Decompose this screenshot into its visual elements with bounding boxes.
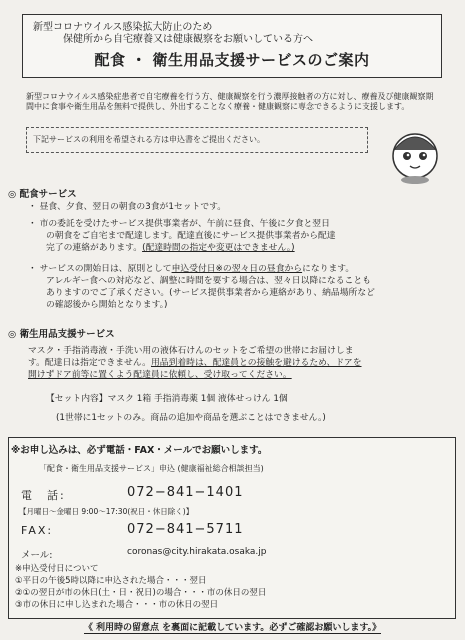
tel-number[interactable]: 072−841−1401	[127, 485, 244, 500]
hygiene-para-line-3: 開けずドア前等に置くよう配達員に依頼し、受け取ってください。	[28, 370, 292, 380]
hygiene-delivery-date: す。配達日は指定できません。	[28, 358, 151, 368]
office-hours: 【月曜日〜金曜日 9:00〜17:30(祝日・休日除く)】	[19, 507, 194, 516]
hygiene-para-line-2	[28, 357, 362, 369]
receipt-note-2: ②①の翌日が市の休日(土・日・祝日)の場合・・・市の休日の翌日	[15, 588, 267, 598]
mail-address[interactable]: coronas@city.hirakata.osaka.jp	[127, 547, 267, 557]
hygiene-set-note: (1世帯に1セットのみ。商品の追加や商品を選ぶことはできません。)	[56, 413, 326, 423]
notice-box	[26, 127, 368, 153]
meal-bullet-3-line-1	[28, 263, 354, 275]
meal-bullet-2-line-3	[46, 242, 295, 254]
receipt-note-heading: ※申込受付日について	[15, 564, 99, 574]
meal-start-underlined: 申込受付日※の翌々日の昼食から	[171, 264, 303, 274]
meal-bullet-2-line-2: の朝食をご自宅まで配達します。配達直後にサービス提供事業者から配達	[46, 231, 336, 241]
contact-office: 「配食・衛生用品支援サービス」申込 (健康福祉総合相談担当)	[39, 464, 264, 473]
contact-lead: ※お申し込みは、必ず電話・FAX・メールでお願いします。	[11, 445, 268, 456]
meal-bullet-2-text: 完了の連絡があります。	[46, 243, 143, 253]
mascot-illustration	[386, 122, 444, 184]
fax-label: FAX:	[21, 524, 54, 537]
fax-number[interactable]: 072−841−5711	[127, 522, 244, 537]
intro-text: 新型コロナウイルス感染症患者で自宅療養を行う方、健康観察を行う濃厚接触者の方に対し、療養及び健康観察期間中に食事や衛生用品を無料で提供し、外出することなく療養・健康観察に専念できるように支援します。	[26, 92, 434, 111]
meal-bullet-3-line-4: の確認後から開始となります。)	[46, 300, 168, 310]
contact-box	[8, 437, 456, 619]
meal-bullet-1: ・ 昼食、夕食、翌日の朝食の3食が1セットです。	[28, 202, 227, 212]
footer-text: 《 利用時の留意点 を裏面に記載しています。必ずご確認お願いします。》	[83, 623, 382, 633]
receipt-note-1: ①平日の午後5時以降に申込された場合・・・翌日	[15, 576, 207, 586]
meal-start-text: ・ サービスの開始日は、原則として	[28, 264, 172, 274]
hygiene-para-line-1: マスク・手指消毒液・手洗い用の液体石けんのセットをご希望の世帯にお届けしま	[28, 346, 354, 356]
meal-delivery-time-note: (配達時間の指定や変更はできません。)	[142, 243, 295, 253]
tel-label: 電 話:	[21, 489, 66, 502]
meal-bullet-3-line-2: アレルギー食への対応など、調整に時間を要する場合は、翌々日以降になることも	[46, 276, 371, 286]
header-line-2: 保健所から自宅療養又は健康観察をお願いしている方へ	[63, 34, 313, 45]
notice-text: 下記サービスの利用を希望される方は申込書をご提出ください。	[33, 135, 265, 144]
meal-heading: ◎ 配食サービス	[8, 189, 77, 200]
hygiene-heading: ◎ 衛生用品支援サービス	[8, 329, 115, 340]
mail-label: メール:	[21, 550, 53, 561]
hygiene-contact-note: 用品到着時は、配達員との接触を避けるため、ドアを	[150, 358, 362, 368]
meal-start-end: になります。	[302, 264, 355, 274]
meal-bullet-3-line-3: ありますのでご了承ください。(サービス提供事業者から連絡があり、納品場所など	[46, 288, 375, 298]
footer-note	[0, 620, 465, 633]
meal-bullet-2-line-1: ・ 市の委託を受けたサービス提供事業者が、午前に昼食、午後に夕食と翌日	[28, 219, 330, 229]
header-box	[22, 14, 442, 78]
header-line-1: 新型コロナウイルス感染拡大防止のため	[33, 22, 213, 33]
hygiene-set-contents: 【セット内容】マスク 1箱 手指消毒薬 1個 液体せっけん 1個	[46, 394, 288, 404]
page-title: 配食 ・ 衛生用品支援サービスのご案内	[94, 51, 370, 69]
receipt-note-3: ③市の休日に申し込まれた場合・・・市の休日の翌日	[15, 600, 219, 610]
